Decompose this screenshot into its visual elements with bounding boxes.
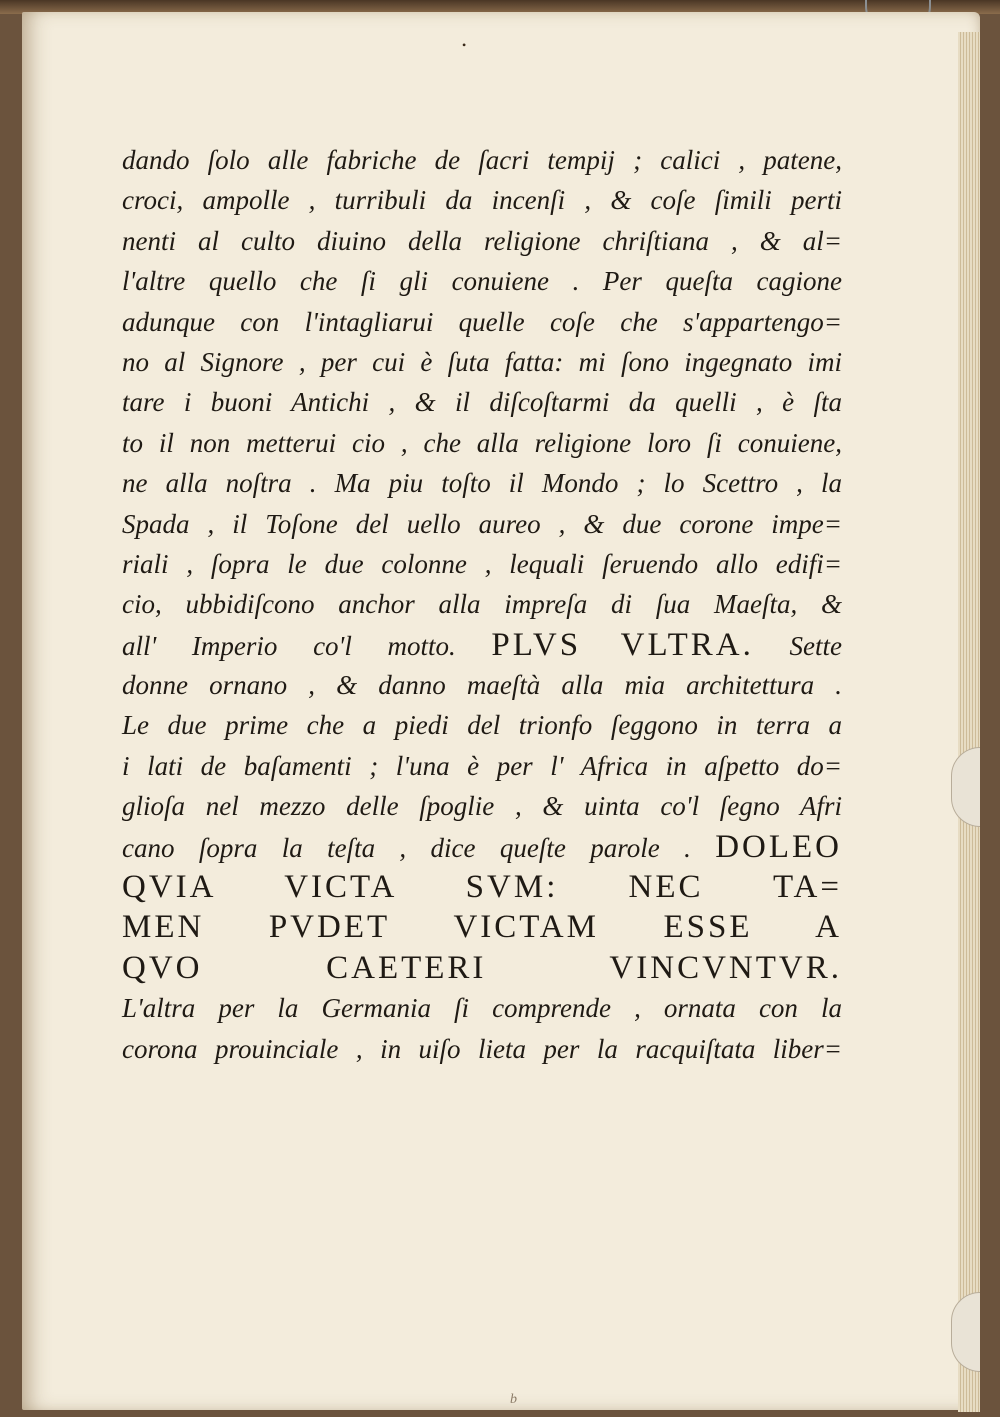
text-line	[122, 504, 842, 544]
italic-text: croci, ampolle , turribuli da incenſi , & coſe ſimili perti	[122, 185, 842, 216]
italic-text: to il non metterui cio , che alla religione loro ſi conuiene,	[122, 427, 842, 458]
italic-text: all' Imperio co'l motto.	[122, 630, 456, 661]
text-line	[122, 302, 842, 342]
text-line	[122, 665, 842, 705]
text-line	[122, 221, 842, 261]
italic-text: Spada , il Toſone del uello aureo , & due corone impe=	[122, 508, 842, 539]
italic-text: l'altre quello che ſi gli conuiene . Per queſta cagione	[122, 266, 842, 297]
text-line	[122, 1029, 842, 1069]
text-line	[122, 746, 842, 786]
italic-text: no al Signore , per cui è ſuta fatta: mi ſono ingegnato imi	[122, 346, 842, 377]
text-line	[122, 705, 842, 745]
italic-text: cano ſopra la teſta , dice queſte parole .	[122, 832, 691, 863]
text-block	[122, 140, 842, 1069]
text-line	[122, 342, 842, 382]
italic-text: nenti al culto diuino della religione chriſtiana , & al=	[122, 225, 842, 256]
italic-text: adunque con l'intagliarui quelle coſe che s'appartengo=	[122, 306, 842, 337]
text-line	[122, 382, 842, 422]
italic-text: riali , ſopra le due colonne , lequali ſeruendo allo edifi=	[122, 548, 842, 579]
text-line	[122, 584, 842, 624]
text-line	[122, 423, 842, 463]
italic-text: i lati de baſamenti ; l'una è per l' Africa in aſpetto do=	[122, 750, 842, 781]
capital-text: DOLEO	[715, 828, 843, 865]
text-line	[122, 948, 842, 988]
text-line	[122, 544, 842, 584]
italic-text: dando ſolo alle fabriche de ſacri tempij ; calici , patene,	[122, 145, 842, 175]
text-line	[122, 463, 842, 503]
italic-text: cio, ubbidiſcono anchor alla impreſa di ſua Maeſta, &	[122, 589, 842, 620]
page-clip-icon	[951, 1292, 980, 1372]
text-line	[122, 867, 842, 907]
italic-text: ne alla noſtra . Ma piu toſto il Mondo ; lo Scettro , la	[122, 468, 842, 499]
italic-text: tare i buoni Antichi , & il diſcoſtarmi da quelli , è ſta	[122, 387, 842, 418]
text-line	[122, 907, 842, 947]
text-line	[122, 827, 842, 867]
text-line	[122, 988, 842, 1028]
text-line	[122, 786, 842, 826]
top-mark: •	[462, 38, 467, 52]
page-stack-edge	[958, 32, 980, 1412]
folio-mark: b	[510, 1392, 517, 1407]
text-line	[122, 261, 842, 301]
italic-text: L'altra per la Germania ſi comprende , ornata con la	[122, 993, 842, 1024]
capital-text: QVIA VICTA SVM: NEC TA=	[122, 869, 842, 906]
capital-text: MEN PVDET VICTAM ESSE A	[122, 909, 842, 946]
italic-text: Sette	[789, 630, 843, 661]
italic-text: Le due prime che a piedi del trionfo ſeggono in terra a	[122, 710, 842, 741]
capital-text: PLVS VLTRA.	[491, 626, 754, 663]
text-line	[122, 180, 842, 220]
italic-text: glioſa nel mezzo delle ſpoglie , & uinta co'l ſegno Afri	[122, 791, 842, 822]
italic-text: donne ornano , & danno maeſtà alla mia architettura .	[122, 670, 842, 701]
text-line	[122, 140, 842, 180]
capital-text: QVO CAETERI VINCVNTVR.	[122, 949, 842, 986]
page-clip-icon	[951, 747, 980, 827]
text-line	[122, 625, 842, 665]
italic-text: corona prouinciale , in uiſo lieta per la racquiſtata liber=	[122, 1033, 842, 1064]
